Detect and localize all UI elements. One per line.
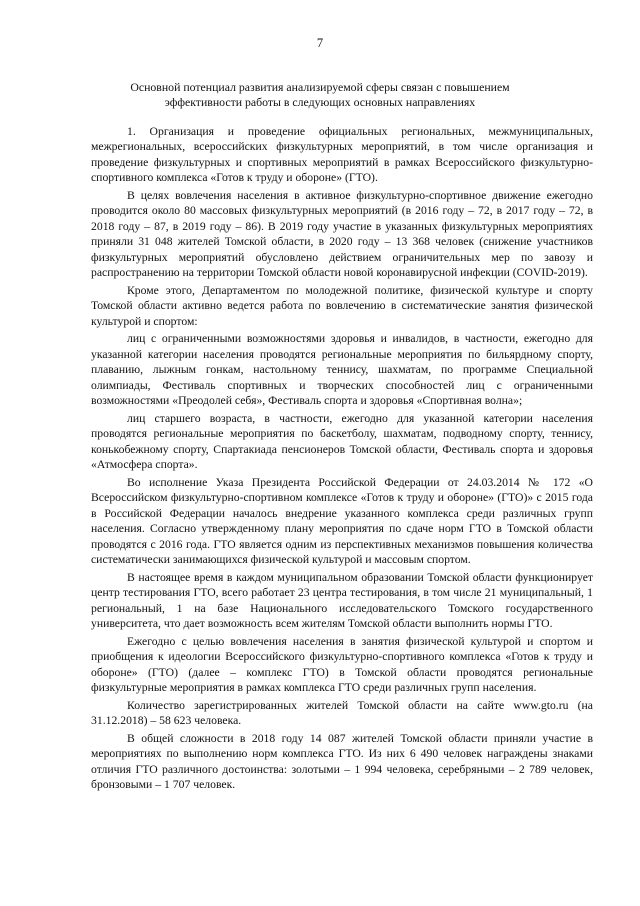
paragraph: Кроме этого, Департаментом по молодежной политике, физической культуре и спорту Томской области активно ведется работа по вовлечению в систематические занятия физической культурой и спортом: (91, 283, 593, 328)
body-text (91, 124, 593, 795)
paragraph: лиц старшего возраста, в частности, ежегодно для указанной категории населения проводятся региональные мероприятия по баскетболу, шахматам, подводному спорту, теннису, конькобежному спорту, Спартакиада пенсионеров Томской области, Фестиваль спорта и здоровья «Атмосфера спорта». (91, 411, 593, 472)
paragraph: 1. Организация и проведение официальных региональных, межмуниципальных, межрегиональных, всероссийских физкультурных мероприятий, в том числе организация и проведение физкультурных и спортивных мероприятий в рамках Всероссийского физкультурно-спортивного комплекса «Готов к труду и обороне» (ГТО). (91, 125, 593, 185)
paragraph: В настоящее время в каждом муниципальном образовании Томской области функционирует центр тестирования ГТО, всего работает 23 центра тестирования, в том числе 21 муниципальный, 1 региональный, 1 на базе Национального исследовательского Томского государственного университета, что дает возможность всем жителям Томской области выполнить нормы ГТО. (91, 570, 593, 630)
page-number: 7 (316, 36, 324, 50)
paragraph: В целях вовлечения населения в активное физкультурно-спортивное движение ежегодно проводится около 80 массовых физкультурных мероприятий (в 2016 году – 72, в 2017 году – 72, в 2018 году – 87, в 2019 году – 86). В 2019 году участие в указанных физкультурных мероприятиях приняли 31 048 жителей Томской области, в 2020 году – 13 368 человек (снижение участников физкультурных мероприятий обусловлено действием ограничительных мер по завозу и распространению на территории Томской области новой коронавирусной инфекции (COVID-2019). (91, 189, 593, 280)
paragraph: Во исполнение Указа Президента Российской Федерации от 24.03.2014 № 172 «О Всероссийском физкультурно-спортивном комплексе «Готов к труду и обороне» (ГТО)» с 2015 года в Российской Федерации началось внедрение указанного комплекса среди различных групп населения. Согласно утвержденному плану мероприятия по сдаче норм ГТО в Томской области проводятся с 2016 года. ГТО является одним из перспективных механизмов повышения количества систематически занимающихся физической культурой и массовым спортом. (91, 475, 593, 566)
paragraph: Ежегодно с целью вовлечения населения в занятия физической культурой и спортом и приобщения к идеологии Всероссийского физкультурно-спортивного комплекса «Готов к труду и обороне» (ГТО) (далее – комплекс ГТО) в Томской области проводятся региональные физкультурные мероприятия в рамках комплекса ГТО среди различных групп населения. (91, 634, 593, 694)
paragraph: В общей сложности в 2018 году 14 087 жителей Томской области приняли участие в мероприятиях по выполнению норм комплекса ГТО. Из них 6 490 человек награждены знаками отличия ГТО различного достоинства: золотыми – 1 994 человека, серебряными – 2 789 человек, бронзовыми – 1 707 человек. (91, 731, 593, 792)
paragraph: Количество зарегистрированных жителей Томской области на сайте www.gto.ru (на 31.12.2018) – 58 623 человека. (91, 698, 593, 728)
paragraph: лиц с ограниченными возможностями здоровья и инвалидов, в частности, ежегодно для указанной категории населения проводятся региональные мероприятия по бильярдному спорту, плаванию, лыжным гонкам, настольному теннису, шахматам, по программе Специальной олимпиады, Фестиваль спортивных и творческих способностей лиц с ограниченными возможностями «Преодолей себя», Фестиваль спорта и здоровья «Спортивная волна»; (91, 332, 593, 408)
section-heading: Основной потенциал развития анализируемой сферы связан с повышением эффективности работы в следующих основных направлениях (130, 80, 510, 109)
